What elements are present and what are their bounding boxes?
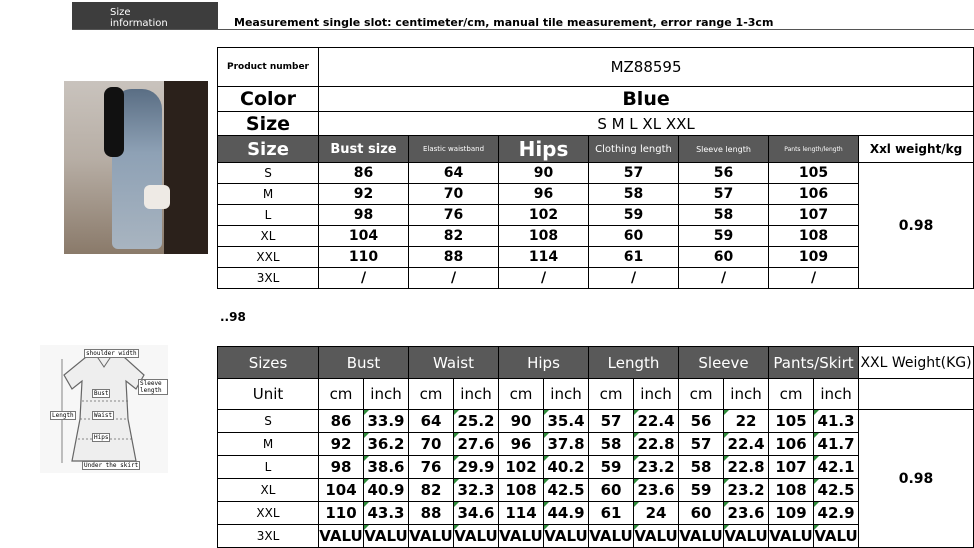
t2-value-cell: 24 [634,502,679,525]
t2-value-cell: 34.6 [454,502,499,525]
t1-cell: XXL [218,247,319,268]
t2-value-cell: 22.4 [634,410,679,433]
t1-cell: 58 [589,184,679,205]
t1-cell: 57 [589,163,679,184]
unit-cm: cm [319,379,364,410]
t2-value-cell: VALU [679,525,724,548]
t2-value-cell: 106 [769,433,814,456]
sketch-label-shoulder: shoulder width [86,350,137,357]
t2-value-cell: VALU [589,525,634,548]
t2-value-cell: 58 [679,456,724,479]
t2-value-cell: 58 [589,433,634,456]
unit-cm: cm [409,379,454,410]
t2-value-cell: 86 [319,410,364,433]
t2-value-cell: 109 [769,502,814,525]
t1-header-weight: Xxl weight/kg [859,136,974,163]
t2-value-cell: VALU [454,525,499,548]
t2-value-cell: 36.2 [364,433,409,456]
t2-size-cell: XXL [218,502,319,525]
tag-line-1: Size [110,7,131,18]
t2-value-cell: 60 [679,502,724,525]
product-photo [64,81,208,254]
t2-value-cell: 64 [409,410,454,433]
t1-cell: 107 [769,205,859,226]
t1-header-waist: Elastic waistband [409,136,499,163]
t1-cell: / [499,268,589,289]
t1-cell: 102 [499,205,589,226]
t1-cell: 59 [679,226,769,247]
t2-value-cell: 22.8 [724,456,769,479]
t2-header-sizes: Sizes [218,347,319,379]
product-number-row [218,48,974,87]
sketch-label-length: Length [52,412,74,419]
unit-cm: cm [589,379,634,410]
t2-value-cell: 27.6 [454,433,499,456]
t1-header-pants-length: Pants length/length [769,136,859,163]
color-row [218,87,974,112]
t2-header-bust: Bust [319,347,409,379]
table2-body [218,410,974,548]
t1-cell: 104 [319,226,409,247]
t2-value-cell: 110 [319,502,364,525]
t2-value-cell: 32.3 [454,479,499,502]
table-row [218,410,974,433]
unit-weight-blank [859,379,974,410]
t2-value-cell: 107 [769,456,814,479]
t1-cell: 108 [769,226,859,247]
middle-note: ..98 [220,310,246,324]
t2-value-cell: 57 [589,410,634,433]
t1-cell: L [218,205,319,226]
t2-header-hips: Hips [499,347,589,379]
t1-cell: 3XL [218,268,319,289]
t1-cell: 96 [499,184,589,205]
t2-value-cell: 76 [409,456,454,479]
size-information-tag [72,2,218,30]
t1-cell: XL [218,226,319,247]
sketch-label-waist: Waist [94,412,113,419]
t1-cell: 88 [409,247,499,268]
product-number-label: Product number [218,48,319,87]
t2-header-sleeve: Sleeve [679,347,769,379]
t2-value-cell: 44.9 [544,502,589,525]
t1-cell: / [409,268,499,289]
dress-outline-icon [40,345,168,473]
t1-cell: / [589,268,679,289]
t2-value-cell: VALU [814,525,859,548]
sketch-label-bust: Bust [94,390,109,397]
t2-value-cell: 40.2 [544,456,589,479]
t2-value-cell: 61 [589,502,634,525]
t2-value-cell: 22.4 [724,433,769,456]
product-number-value: MZ88595 [319,48,974,87]
t2-value-cell: 37.8 [544,433,589,456]
t1-header-hips: Hips [499,136,589,163]
t2-value-cell: 38.6 [364,456,409,479]
t2-header-waist: Waist [409,347,499,379]
t2-header-weight: XXL Weight(KG) [859,347,974,379]
table-row [218,163,974,184]
t1-cell: 60 [589,226,679,247]
t2-size-cell: XL [218,479,319,502]
t1-header-sleeve-length: Sleeve length [679,136,769,163]
t2-value-cell: 88 [409,502,454,525]
t1-cell: 61 [589,247,679,268]
t2-value-cell: 25.2 [454,410,499,433]
t2-value-cell: VALU [544,525,589,548]
t1-header-bust: Bust size [319,136,409,163]
t1-cell: 106 [769,184,859,205]
sketch-label-sleeve: Sleeve length [138,379,168,395]
sketch-label-hips: Hips [94,434,109,441]
t1-cell: 70 [409,184,499,205]
unit-inch: inch [364,379,409,410]
t2-value-cell: 114 [499,502,544,525]
t1-cell: 105 [769,163,859,184]
t2-size-cell: L [218,456,319,479]
t2-value-cell: 41.3 [814,410,859,433]
t2-value-cell: VALU [634,525,679,548]
t1-cell: 58 [679,205,769,226]
t1-cell: 56 [679,163,769,184]
t1-cell: 76 [409,205,499,226]
size-list-value: S M L XL XXL [319,112,974,136]
photo-hair [104,87,124,157]
t2-value-cell: 43.3 [364,502,409,525]
unit-label: Unit [218,379,319,410]
t2-value-cell: 42.9 [814,502,859,525]
t2-value-cell: 40.9 [364,479,409,502]
t1-cell: 109 [769,247,859,268]
unit-inch: inch [544,379,589,410]
t2-value-cell: 23.6 [724,502,769,525]
photo-bag [144,185,170,209]
t2-size-cell: S [218,410,319,433]
size-label: Size [218,112,319,136]
t1-cell: 98 [319,205,409,226]
t2-value-cell: 82 [409,479,454,502]
color-value: Blue [319,87,974,112]
t2-header-length: Length [589,347,679,379]
measurement-note: Measurement single slot: centimeter/cm, manual tile measurement, error range 1-3cm [234,16,774,29]
t1-cell: 86 [319,163,409,184]
unit-cm: cm [769,379,814,410]
t2-weight-value: 0.98 [859,410,974,548]
t2-value-cell: 60 [589,479,634,502]
table1-header-row [218,136,974,163]
t1-cell: 59 [589,205,679,226]
t2-value-cell: 57 [679,433,724,456]
t1-header-size: Size [218,136,319,163]
t1-cell: 92 [319,184,409,205]
t2-value-cell: 42.5 [544,479,589,502]
size-list-row [218,112,974,136]
t2-value-cell: 90 [499,410,544,433]
t2-value-cell: 98 [319,456,364,479]
t2-value-cell: 33.9 [364,410,409,433]
t1-cell: 60 [679,247,769,268]
t2-value-cell: 41.7 [814,433,859,456]
unit-cm: cm [499,379,544,410]
t1-weight-value: 0.98 [859,163,974,289]
garment-sketch [40,345,168,473]
t2-value-cell: 102 [499,456,544,479]
t2-value-cell: VALU [769,525,814,548]
t2-value-cell: 92 [319,433,364,456]
t2-value-cell: 96 [499,433,544,456]
t1-cell: / [769,268,859,289]
t2-value-cell: VALU [409,525,454,548]
t1-cell: S [218,163,319,184]
t1-cell: / [679,268,769,289]
t2-size-cell: 3XL [218,525,319,548]
unit-inch: inch [814,379,859,410]
t2-value-cell: 105 [769,410,814,433]
t2-value-cell: 22 [724,410,769,433]
t2-value-cell: 104 [319,479,364,502]
t1-cell: 64 [409,163,499,184]
t2-value-cell: 59 [679,479,724,502]
tag-line-2: information [110,18,168,29]
t2-value-cell: VALU [499,525,544,548]
t2-value-cell: VALU [319,525,364,548]
t2-value-cell: VALU [724,525,769,548]
header-divider [72,29,974,30]
unit-cm: cm [679,379,724,410]
size-table-detailed [217,346,974,548]
t2-value-cell: 35.4 [544,410,589,433]
t1-cell: 90 [499,163,589,184]
t1-cell: 82 [409,226,499,247]
t2-value-cell: 56 [679,410,724,433]
t2-value-cell: 23.2 [724,479,769,502]
unit-row [218,379,974,410]
t1-cell: 57 [679,184,769,205]
t2-size-cell: M [218,433,319,456]
photo-door [164,81,208,254]
t1-cell: / [319,268,409,289]
t2-value-cell: 59 [589,456,634,479]
t2-value-cell: 108 [499,479,544,502]
t1-cell: M [218,184,319,205]
t2-value-cell: VALU [364,525,409,548]
t2-value-cell: 23.2 [634,456,679,479]
t2-value-cell: 42.1 [814,456,859,479]
sketch-label-under-skirt: Under the skirt [84,462,139,469]
unit-inch: inch [634,379,679,410]
unit-inch: inch [454,379,499,410]
t2-value-cell: 42.5 [814,479,859,502]
t1-cell: 110 [319,247,409,268]
t2-value-cell: 22.8 [634,433,679,456]
t2-value-cell: 70 [409,433,454,456]
t2-value-cell: 23.6 [634,479,679,502]
t1-cell: 114 [499,247,589,268]
color-label: Color [218,87,319,112]
unit-inch: inch [724,379,769,410]
t2-value-cell: 108 [769,479,814,502]
t1-header-clothing-length: Clothing length [589,136,679,163]
t1-cell: 108 [499,226,589,247]
t2-header-pants-skirt: Pants/Skirt [769,347,859,379]
t2-value-cell: 29.9 [454,456,499,479]
size-table-simple [217,47,974,289]
table2-header-row [218,347,974,379]
